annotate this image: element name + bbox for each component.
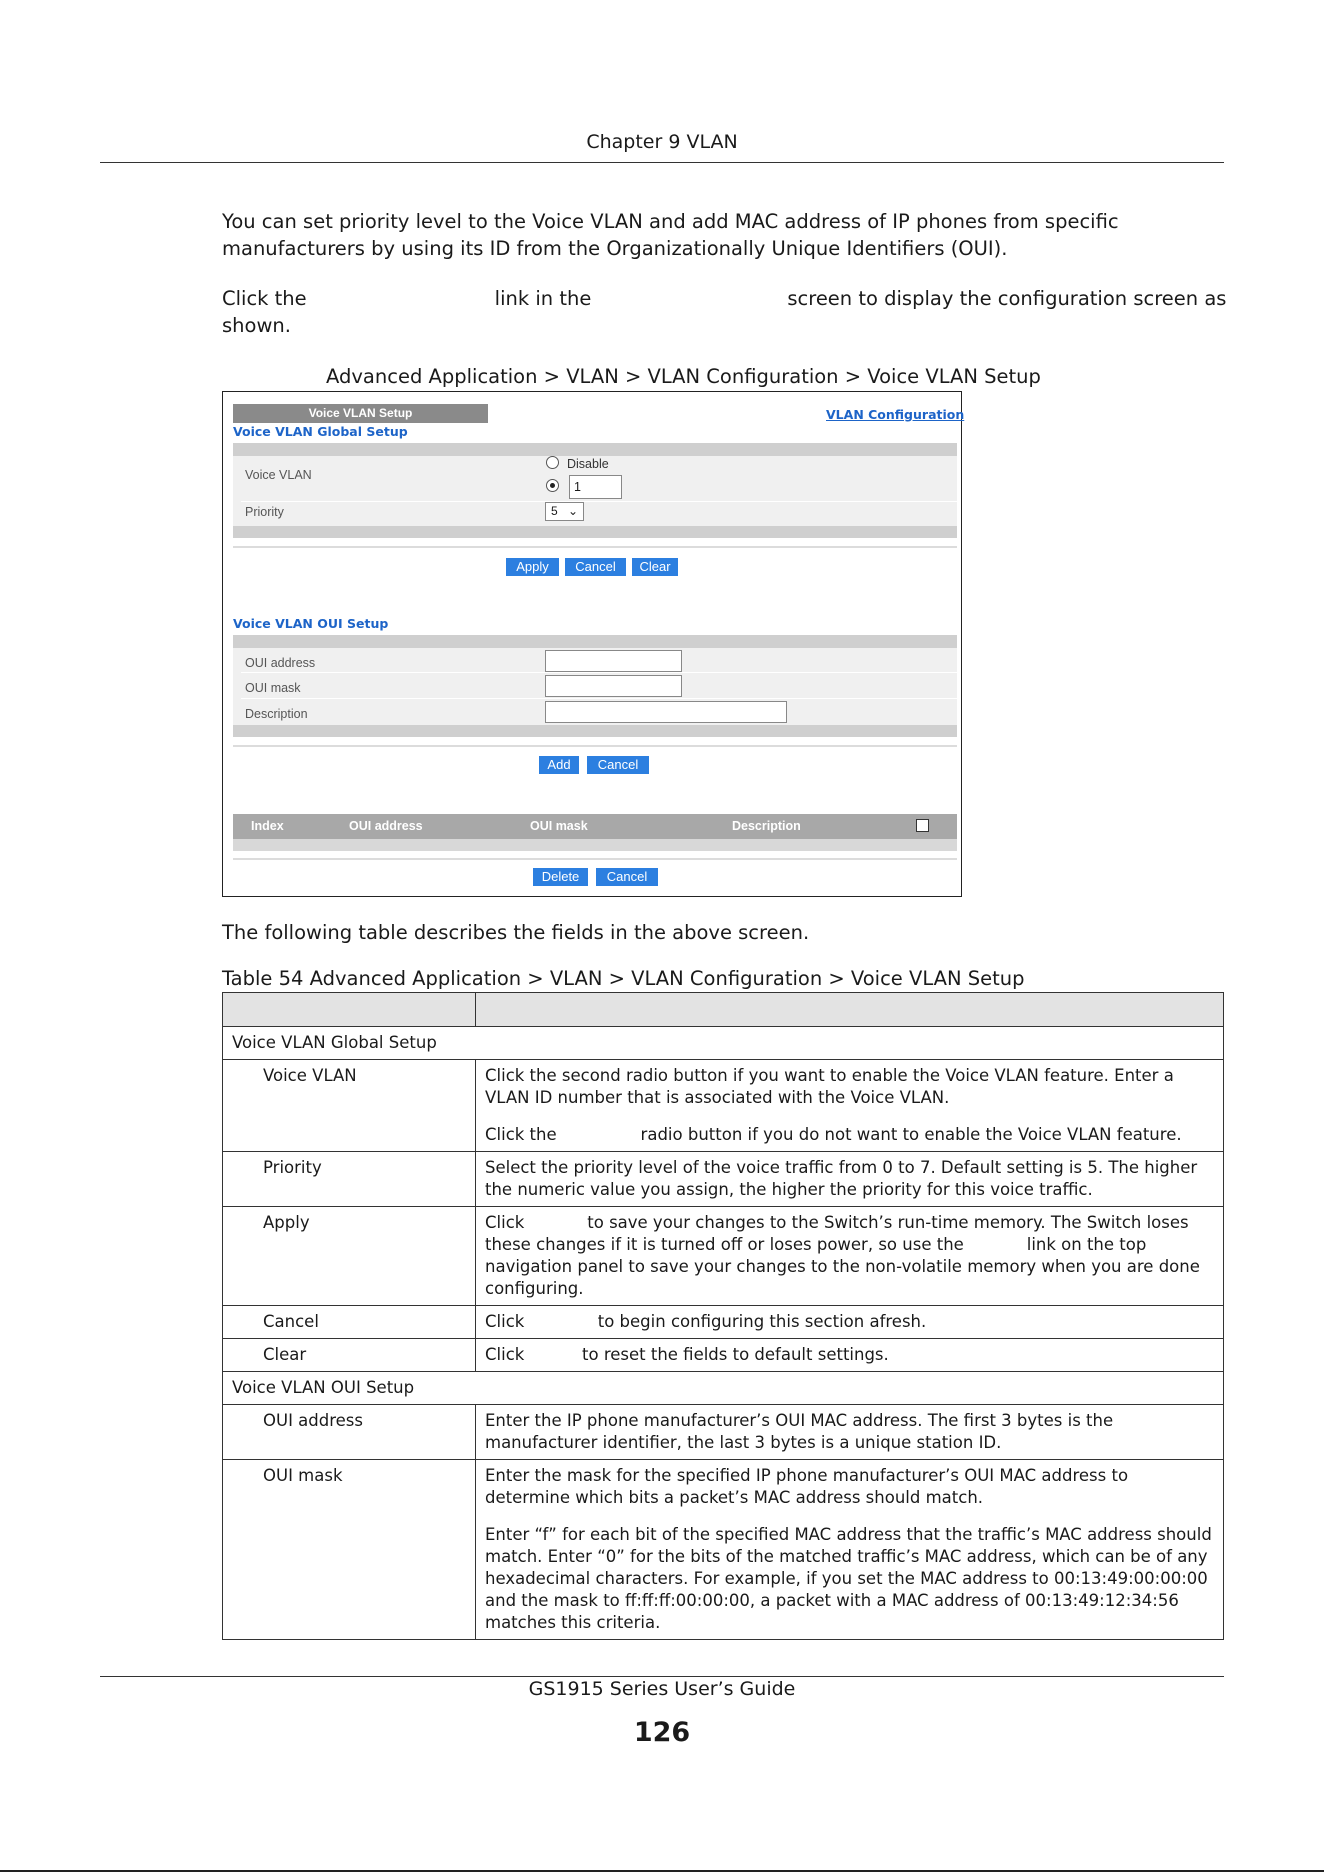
table-section-row bbox=[223, 1372, 1224, 1405]
description-input[interactable] bbox=[545, 701, 787, 723]
chevron-down-icon: ⌄ bbox=[568, 504, 579, 518]
row-description bbox=[476, 1152, 1224, 1207]
chapter-header: Chapter 9 VLAN bbox=[586, 131, 738, 153]
desc-line: Enter the mask for the specified IP phone manufacturer’s OUI MAC address to determine which bits a packet’s MAC address should match. bbox=[485, 1466, 1129, 1507]
intro-text-1: You can set priority level to the Voice VLAN and add MAC address of IP phones from specific manufacturers by using its ID from the Organizationally Unique Identifiers (OUI). bbox=[222, 210, 1119, 260]
row-divider bbox=[241, 501, 957, 502]
global-panel-header bbox=[233, 443, 957, 456]
col-index: Index bbox=[251, 819, 284, 833]
vlan-configuration-link[interactable]: VLAN Configuration bbox=[826, 407, 965, 422]
row-description bbox=[476, 1460, 1224, 1640]
separator bbox=[233, 745, 957, 747]
row-label: Apply bbox=[223, 1207, 476, 1306]
row-label: OUI mask bbox=[223, 1460, 476, 1640]
cancel-button[interactable]: Cancel bbox=[587, 756, 649, 774]
oui-mask-input[interactable] bbox=[545, 675, 682, 697]
separator bbox=[233, 546, 957, 548]
oui-setup-title: Voice VLAN OUI Setup bbox=[233, 616, 389, 631]
row-divider bbox=[241, 672, 957, 673]
cancel-button[interactable]: Cancel bbox=[596, 868, 658, 886]
row-label: Cancel bbox=[223, 1306, 476, 1339]
col-description: Description bbox=[732, 819, 801, 833]
row-label: Voice VLAN bbox=[223, 1060, 476, 1152]
guide-title: GS1915 Series User’s Guide bbox=[528, 1678, 796, 1700]
priority-select[interactable] bbox=[545, 502, 584, 521]
desc-line: Click to save your changes to the Switch’s run-time memory. The Switch loses these changes if it is turned off or loses power, so use the link on the top navigation panel to save your changes to the non-volatile memory when you are done configuring. bbox=[485, 1213, 1206, 1298]
row-divider bbox=[241, 698, 957, 699]
table-row bbox=[223, 1339, 1224, 1372]
row-description bbox=[476, 1306, 1224, 1339]
section-label: Voice VLAN Global Setup bbox=[223, 1027, 1224, 1060]
desc-line: Click to reset the fields to default settings. bbox=[485, 1345, 889, 1364]
oui-panel-footer bbox=[233, 725, 957, 737]
row-description bbox=[476, 1339, 1224, 1372]
table-section-row bbox=[223, 1027, 1224, 1060]
desc-line: Click to begin configuring this section afresh. bbox=[485, 1312, 927, 1331]
table-header-row bbox=[223, 993, 1224, 1027]
priority-value: 5 bbox=[551, 504, 558, 518]
add-button[interactable]: Add bbox=[539, 756, 579, 774]
oui-mask-label: OUI mask bbox=[245, 681, 301, 695]
intro-text-2b: link in the bbox=[494, 287, 592, 310]
row-label: Priority bbox=[223, 1152, 476, 1207]
header-cell-label bbox=[223, 993, 476, 1027]
voice-vlan-label: Voice VLAN bbox=[245, 468, 312, 482]
table-row bbox=[223, 1306, 1224, 1339]
separator bbox=[233, 858, 957, 860]
footer-rule bbox=[100, 1676, 1224, 1677]
table-row bbox=[223, 1207, 1224, 1306]
desc-line: Click the radio button if you do not want to enable the Voice VLAN feature. bbox=[485, 1125, 1182, 1144]
vlan-id-input[interactable]: 1 bbox=[569, 475, 622, 499]
table-title: Table 54 Advanced Application > VLAN > VLAN Configuration > Voice VLAN Setup bbox=[222, 967, 1025, 990]
row-label: OUI address bbox=[223, 1405, 476, 1460]
header-rule bbox=[100, 162, 1224, 163]
global-setup-title: Voice VLAN Global Setup bbox=[233, 424, 408, 439]
table-row bbox=[223, 1152, 1224, 1207]
screen-tab-title: Voice VLAN Setup bbox=[233, 404, 488, 423]
oui-address-input[interactable] bbox=[545, 650, 682, 672]
clear-button[interactable]: Clear bbox=[632, 558, 678, 576]
oui-table-header bbox=[233, 814, 957, 839]
intro-paragraph-1 bbox=[222, 208, 1228, 262]
table-row bbox=[223, 1460, 1224, 1640]
disable-radio[interactable] bbox=[546, 456, 559, 469]
figure-title: Advanced Application > VLAN > VLAN Configuration > Voice VLAN Setup bbox=[326, 365, 1041, 388]
oui-panel-header bbox=[233, 635, 957, 648]
intro-text-2 bbox=[222, 285, 1228, 339]
desc-line: Enter “f” for each bit of the specified MAC address that the traffic’s MAC address should match. Enter “0” for the bits of the matched traffic’s MAC address, which can be of any hexadecimal characters. For example, if you set the MAC address to 00:13:49:00:00:00 and the mask to ff:ff:ff:00:00:00, a packet with a MAC address of 00:13:49:12:34:56 matches this criteria. bbox=[485, 1525, 1212, 1632]
select-all-checkbox[interactable] bbox=[916, 819, 929, 832]
priority-label: Priority bbox=[245, 505, 284, 519]
col-oui-address: OUI address bbox=[349, 819, 423, 833]
delete-button[interactable]: Delete bbox=[533, 868, 588, 886]
table-row bbox=[223, 1405, 1224, 1460]
col-oui-mask: OUI mask bbox=[530, 819, 588, 833]
description-table bbox=[222, 992, 1224, 1640]
row-label: Clear bbox=[223, 1339, 476, 1372]
intro-text-2a: Click the bbox=[222, 287, 307, 310]
description-label: Description bbox=[245, 707, 308, 721]
global-panel-footer bbox=[233, 526, 957, 538]
section-label: Voice VLAN OUI Setup bbox=[223, 1372, 1224, 1405]
oui-address-label: OUI address bbox=[245, 656, 316, 670]
cancel-button[interactable]: Cancel bbox=[565, 558, 626, 576]
desc-line: Enter the IP phone manufacturer’s OUI MAC address. The first 3 bytes is the manufacturer identifier, the last 3 bytes is a unique station ID. bbox=[485, 1411, 1114, 1452]
oui-table-footer bbox=[233, 839, 957, 851]
header-cell-description bbox=[476, 993, 1224, 1027]
row-description bbox=[476, 1207, 1224, 1306]
intro-paragraph-2 bbox=[222, 285, 1228, 339]
disable-label: Disable bbox=[567, 457, 609, 471]
intro-text-2c: screen to display the configuration screen as shown. bbox=[222, 287, 1227, 337]
table-row bbox=[223, 1060, 1224, 1152]
page-number: 126 bbox=[633, 1717, 691, 1748]
table-intro: The following table describes the fields in the above screen. bbox=[222, 921, 810, 944]
apply-button[interactable]: Apply bbox=[506, 558, 559, 576]
desc-line: Click the second radio button if you want to enable the Voice VLAN feature. Enter a VLAN ID number that is associated with the Voice VLAN. bbox=[485, 1066, 1174, 1107]
enable-radio[interactable] bbox=[546, 479, 559, 492]
desc-line: Select the priority level of the voice traffic from 0 to 7. Default setting is 5. The higher the numeric value you assign, the higher the priority for this voice traffic. bbox=[485, 1158, 1198, 1199]
row-description bbox=[476, 1060, 1224, 1152]
row-description bbox=[476, 1405, 1224, 1460]
